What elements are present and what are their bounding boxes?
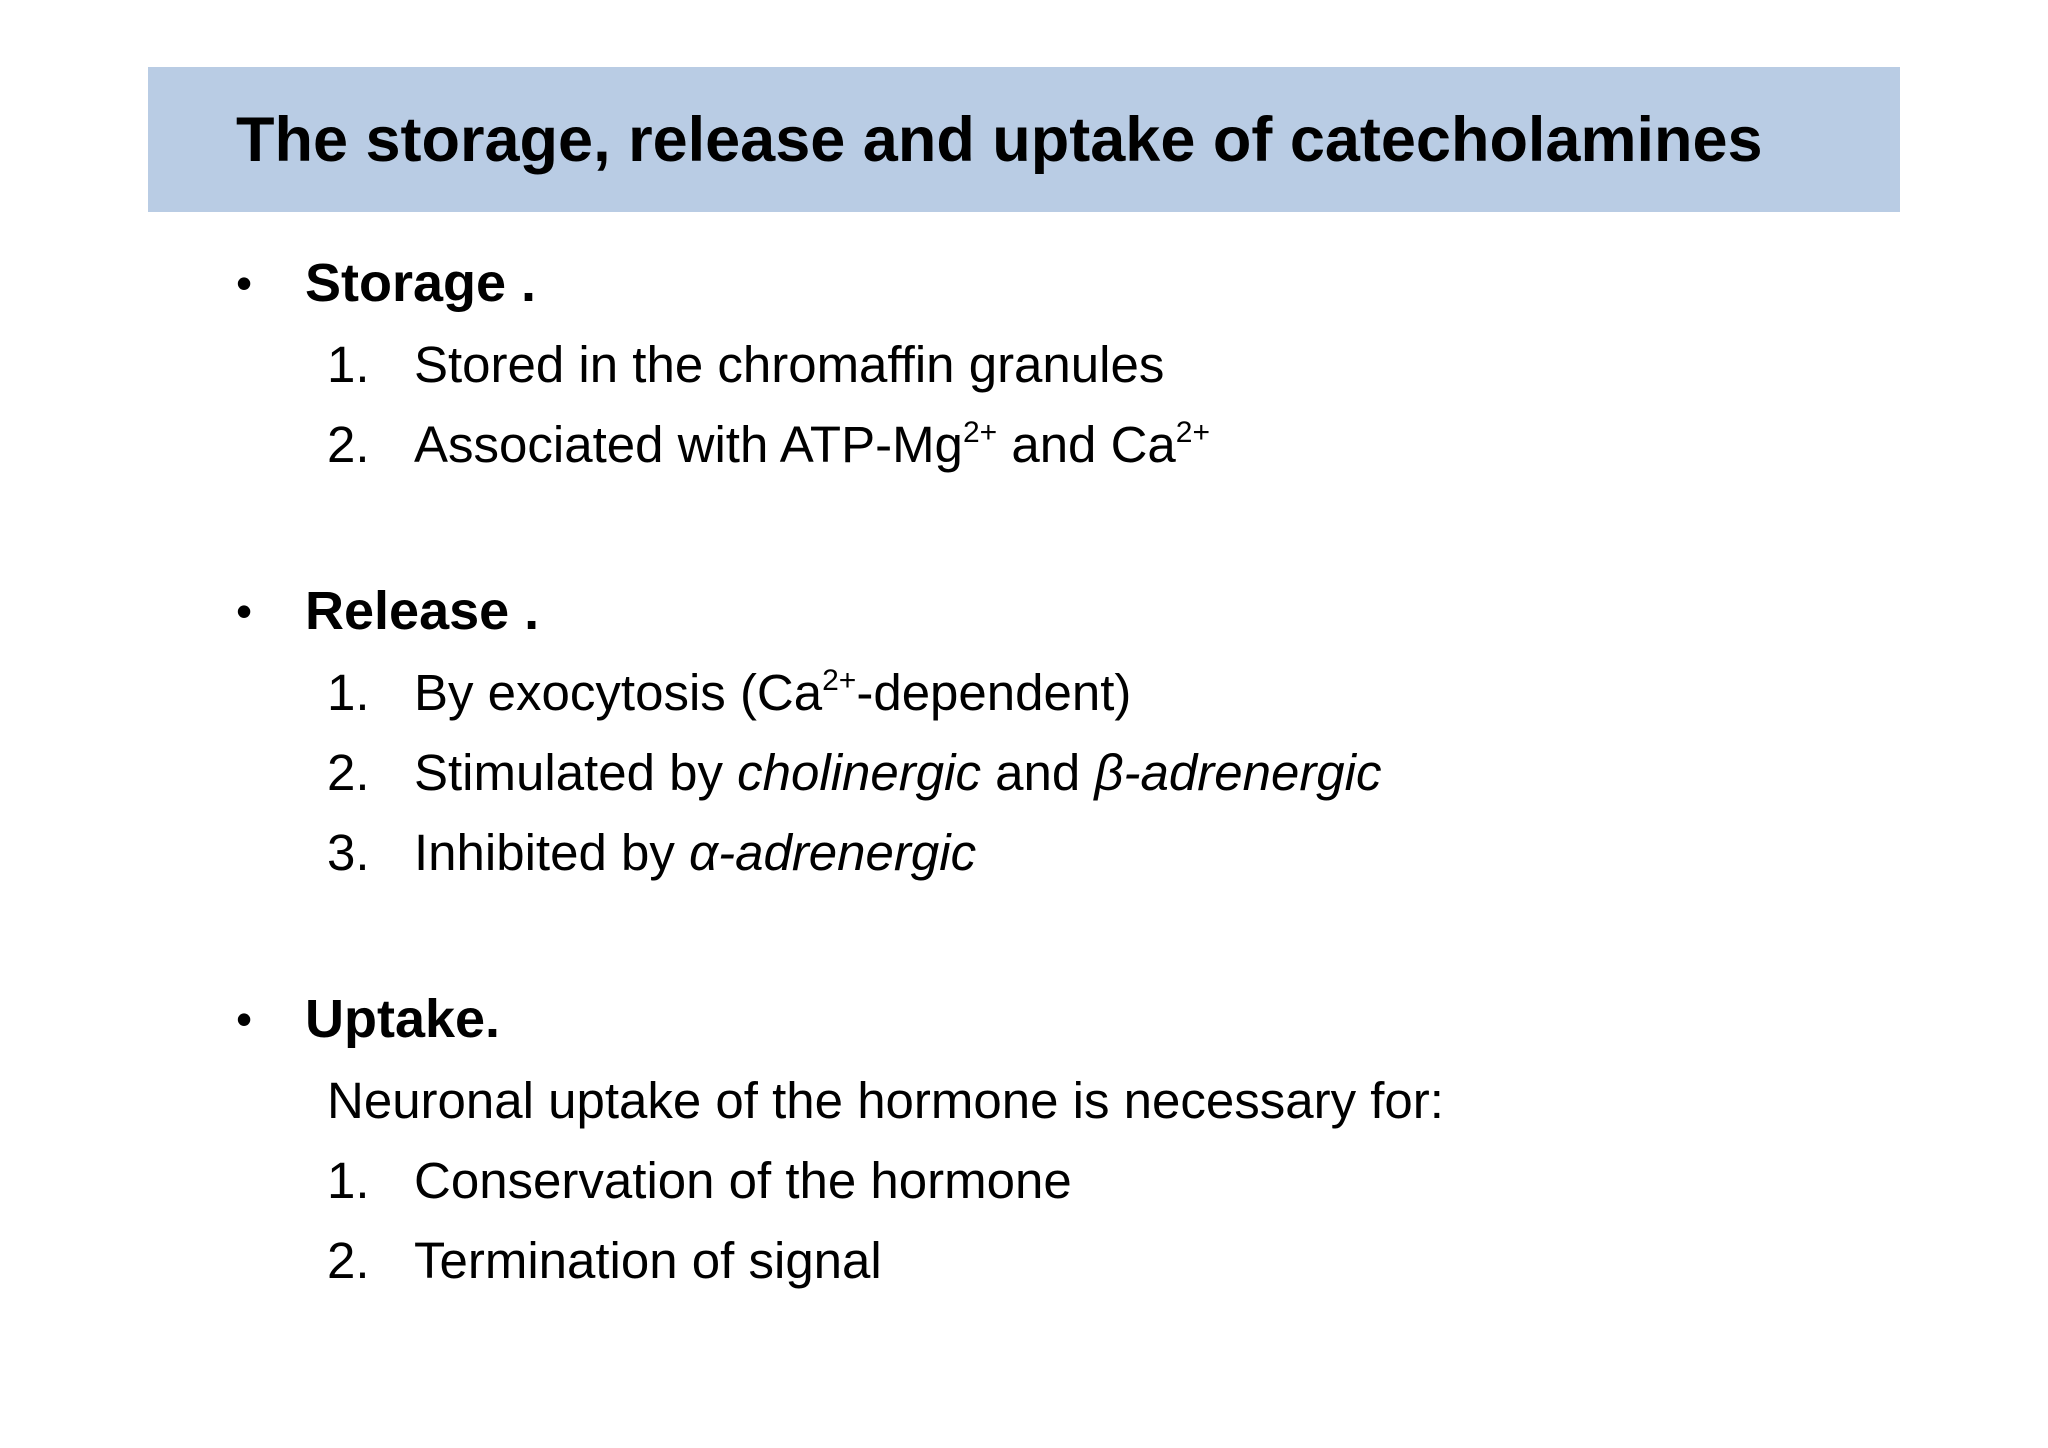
item-text: Inhibited by (414, 824, 690, 881)
bullet-icon: • (236, 585, 253, 637)
list-number: 2. (327, 744, 370, 801)
item-text: By exocytosis (Ca (414, 664, 823, 721)
list-item (414, 818, 976, 888)
list-number: 2. (327, 416, 370, 473)
list-item (414, 738, 1382, 808)
list-number: 1. (327, 336, 370, 393)
bullet-icon: • (236, 257, 253, 309)
storage-heading: Storage . (305, 253, 537, 313)
superscript: 2+ (1175, 416, 1210, 449)
list-item: Termination of signal (414, 1232, 882, 1289)
item-italic-text: α-adrenergic (689, 824, 977, 881)
item-italic-text: cholinergic (737, 744, 981, 801)
item-text: and (980, 744, 1095, 801)
item-text: Associated with ATP-Mg (414, 416, 963, 473)
list-item (414, 410, 1210, 480)
uptake-heading: Uptake. (305, 989, 501, 1049)
slide-title: The storage, release and uptake of catecholamines (236, 105, 1763, 175)
bullet-icon: • (236, 993, 253, 1045)
release-heading: Release . (305, 581, 540, 641)
superscript: 2+ (822, 664, 857, 697)
item-text: and Ca (997, 416, 1176, 473)
item-text: Stimulated by (414, 744, 738, 801)
list-item: Stored in the chromaffin granules (414, 336, 1165, 393)
item-italic-text: β-adrenergic (1094, 744, 1382, 801)
superscript: 2+ (962, 416, 998, 449)
list-number: 3. (327, 824, 370, 881)
list-item (414, 658, 1131, 728)
list-item: Conservation of the hormone (414, 1152, 1072, 1209)
list-number: 1. (327, 1152, 370, 1209)
uptake-intro: Neuronal uptake of the hormone is necessary for: (327, 1072, 1444, 1129)
list-number: 2. (327, 1232, 370, 1289)
item-text: -dependent) (856, 664, 1132, 721)
list-number: 1. (327, 664, 370, 721)
